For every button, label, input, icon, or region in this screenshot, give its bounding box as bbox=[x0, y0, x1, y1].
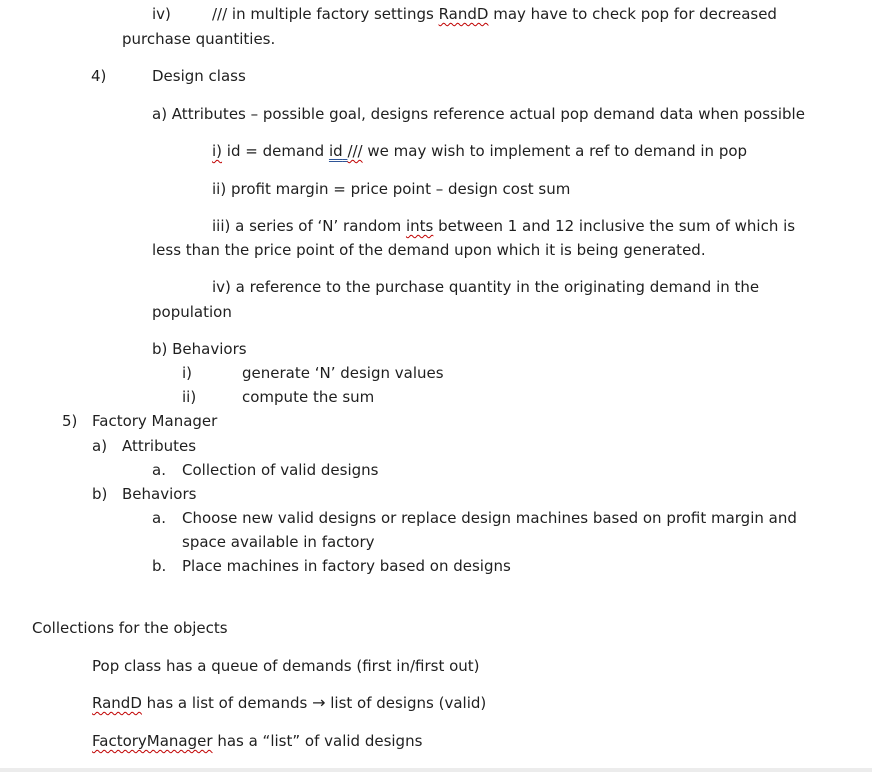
list-label: a. bbox=[152, 509, 166, 527]
list-item: Collection of valid designs bbox=[182, 461, 379, 479]
list-label: b) bbox=[92, 485, 108, 503]
list-label: i) bbox=[182, 364, 193, 382]
list-item: Choose new valid designs or replace design machines based on profit margin and bbox=[182, 509, 797, 527]
spellcheck-word[interactable]: RandD bbox=[92, 694, 142, 712]
spellcheck-word[interactable]: /// bbox=[347, 142, 363, 160]
list-item: Behaviors bbox=[122, 485, 197, 503]
list-label: a. bbox=[152, 461, 166, 479]
list-number: 5) bbox=[62, 412, 78, 430]
paragraph-line bbox=[92, 732, 422, 750]
paragraph-line: population bbox=[152, 303, 232, 321]
text-run: id bbox=[328, 142, 343, 160]
paragraph-line bbox=[92, 694, 486, 712]
spellcheck-word[interactable]: ints bbox=[405, 217, 434, 235]
text-run: has a “list” of valid designs bbox=[212, 732, 423, 750]
section-title: Design class bbox=[152, 67, 246, 85]
list-item: Attributes bbox=[122, 437, 197, 455]
text-run: we may wish to implement a ref to demand in pop bbox=[362, 142, 748, 160]
list-item-continuation: space available in factory bbox=[182, 533, 375, 551]
list-label: a) bbox=[92, 437, 108, 455]
paragraph-line: iv) a reference to the purchase quantity in the originating demand in the bbox=[212, 278, 760, 296]
paragraph-line bbox=[212, 217, 795, 235]
paragraph-line: Pop class has a queue of demands (first in/first out) bbox=[92, 657, 480, 675]
text-run: /// in multiple factory settings bbox=[212, 5, 439, 23]
text-run: has a list of demands bbox=[141, 694, 313, 712]
list-item: compute the sum bbox=[242, 388, 375, 406]
paragraph-line bbox=[212, 5, 777, 23]
list-item: generate ‘N’ design values bbox=[242, 364, 444, 382]
list-label: ii) bbox=[182, 388, 197, 406]
paragraph-line: ii) profit margin = price point – design cost sum bbox=[212, 180, 571, 198]
paragraph-line: purchase quantities. bbox=[122, 30, 276, 48]
spellcheck-word[interactable]: i) bbox=[212, 142, 223, 160]
spellcheck-word[interactable]: FactoryManager bbox=[92, 732, 213, 750]
grammar-flag[interactable] bbox=[329, 142, 347, 160]
list-item: Place machines in factory based on designs bbox=[182, 557, 511, 575]
text-run: list of designs (valid) bbox=[325, 694, 487, 712]
section-title: Factory Manager bbox=[92, 412, 218, 430]
arrow-right-icon: → bbox=[312, 693, 326, 712]
paragraph-line: b) Behaviors bbox=[152, 340, 247, 358]
spellcheck-word[interactable]: RandD bbox=[438, 5, 489, 23]
text-run: between 1 and 12 inclusive the sum of which is bbox=[433, 217, 796, 235]
section-heading: Collections for the objects bbox=[32, 619, 228, 637]
paragraph-line bbox=[212, 142, 747, 160]
list-number: 4) bbox=[91, 67, 107, 85]
list-label: b. bbox=[152, 557, 167, 575]
paragraph-line: a) Attributes – possible goal, designs reference actual pop demand data when possible bbox=[152, 105, 805, 123]
text-run: id = demand bbox=[222, 142, 329, 160]
page-edge-shadow bbox=[0, 768, 872, 772]
text-run: may have to check pop for decreased bbox=[488, 5, 777, 23]
text-run: iii) a series of ‘N’ random bbox=[212, 217, 406, 235]
paragraph-line: less than the price point of the demand upon which it is being generated. bbox=[152, 241, 706, 259]
list-label: iv) bbox=[152, 5, 171, 23]
